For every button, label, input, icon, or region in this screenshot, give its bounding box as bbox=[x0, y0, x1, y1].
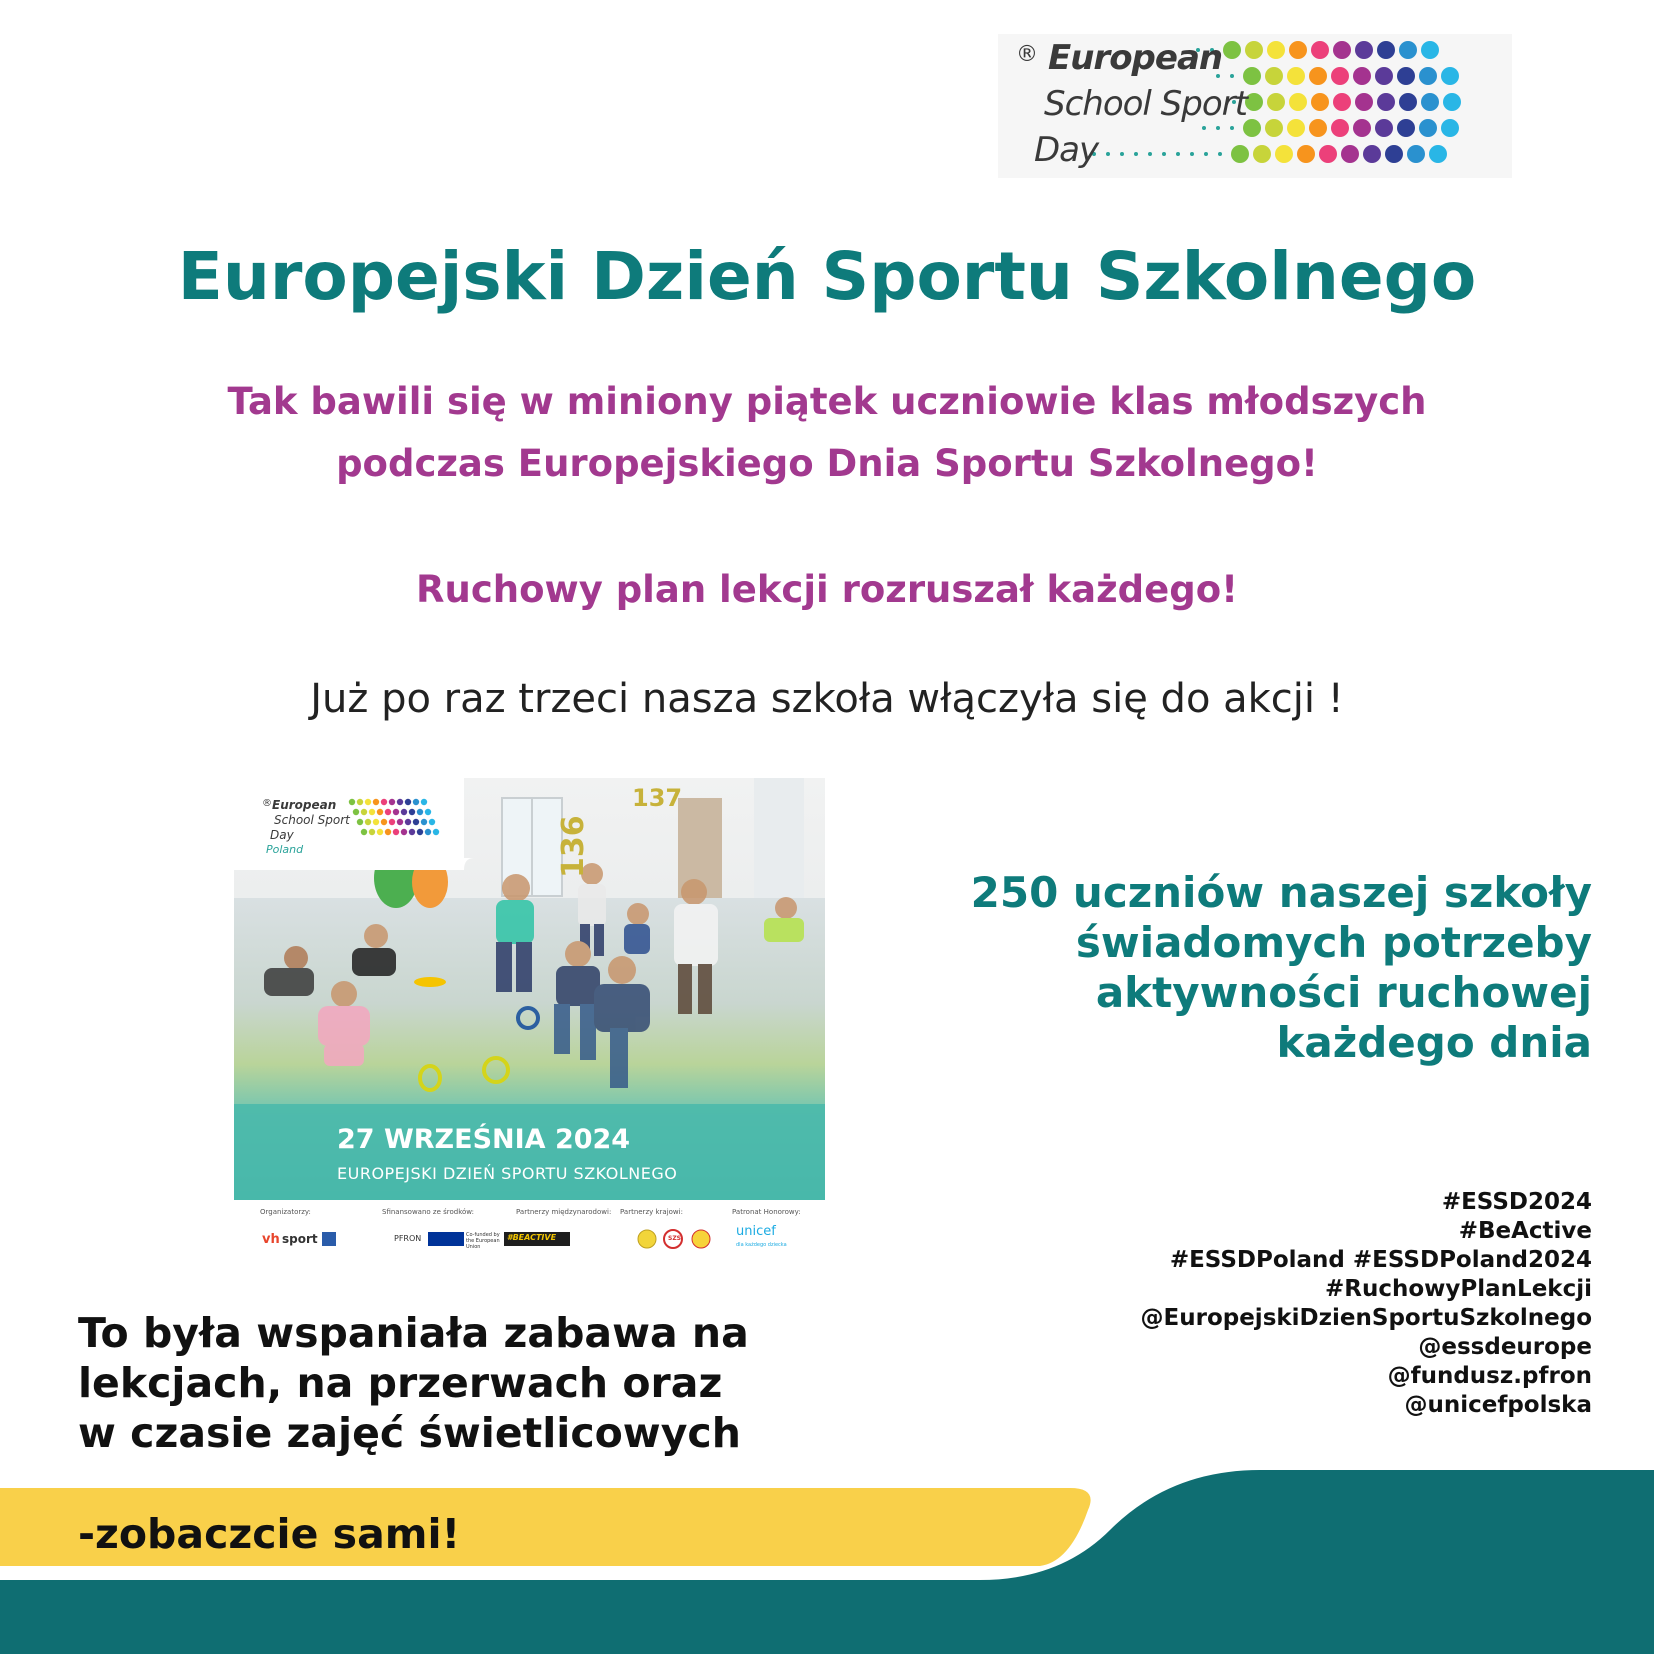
poster-beactive: #BEACTIVE bbox=[507, 1233, 557, 1242]
poster-logo-dot bbox=[365, 799, 371, 805]
poster-szs: SZS bbox=[668, 1235, 681, 1242]
poster-logo-dot bbox=[409, 809, 415, 815]
subtitle-motto: Ruchowy plan lekcji rozruszał każdego! bbox=[415, 568, 1239, 611]
logo-dot bbox=[1216, 126, 1220, 130]
logo-dot bbox=[1331, 119, 1349, 137]
bottom-waves bbox=[0, 1470, 1654, 1654]
poster-logo-dot bbox=[393, 809, 399, 815]
poster-logo-dot bbox=[377, 829, 383, 835]
logo-dot bbox=[1243, 67, 1261, 85]
logo-dot bbox=[1443, 93, 1461, 111]
poster-logo-dot bbox=[353, 809, 359, 815]
logo-dot bbox=[1441, 119, 1459, 137]
poster-organizers-label: Organizatorzy: bbox=[260, 1208, 311, 1216]
poster-eu: Co-funded by the European Union bbox=[466, 1232, 500, 1250]
footer-sport-logo: sport bbox=[282, 1232, 318, 1246]
subtitle-line-1: Tak bawili się w miniony piątek uczniowie klas młodszych bbox=[227, 380, 1427, 423]
logo-dot bbox=[1148, 152, 1152, 156]
registered-mark: ® bbox=[1016, 42, 1038, 67]
handle-item: @fundusz.pfron bbox=[1387, 1363, 1592, 1389]
poster-logo-dot bbox=[349, 799, 355, 805]
logo-dot bbox=[1331, 67, 1349, 85]
fun-line-3: w czasie zajęć świetlicowych bbox=[78, 1409, 741, 1457]
poster-funded-label: Sfinansowano ze środków: bbox=[382, 1208, 474, 1216]
logo-dot bbox=[1353, 119, 1371, 137]
poster-unicef-sub: dla każdego dziecka bbox=[736, 1242, 787, 1248]
logo-dot bbox=[1245, 41, 1263, 59]
logo-dot bbox=[1363, 145, 1381, 163]
stat-line-4: każdego dnia bbox=[1276, 1018, 1592, 1067]
poster-logo-dot bbox=[369, 809, 375, 815]
poster-logo-dot bbox=[361, 809, 367, 815]
poster-logo-dot bbox=[389, 819, 395, 825]
logo-dot bbox=[1287, 119, 1305, 137]
students-statistic bbox=[872, 868, 1592, 1068]
poster-logo-dot bbox=[381, 799, 387, 805]
poster-logo-dot bbox=[405, 819, 411, 825]
svg-text:vh: vh bbox=[262, 1232, 280, 1247]
poster-logo-dot bbox=[401, 829, 407, 835]
logo-dot bbox=[1176, 152, 1180, 156]
logo-dot bbox=[1333, 41, 1351, 59]
logo-dot bbox=[1399, 93, 1417, 111]
stat-line-2: świadomych potrzeby bbox=[1075, 918, 1592, 967]
logo-dot bbox=[1375, 119, 1393, 137]
event-poster bbox=[234, 778, 825, 1258]
logo-dot bbox=[1265, 67, 1283, 85]
poster-logo-day: Day bbox=[270, 828, 294, 842]
page-title: Europejski Dzień Sportu Szkolnego bbox=[177, 238, 1477, 315]
logo-dot bbox=[1253, 145, 1271, 163]
poster-logo-dot bbox=[413, 819, 419, 825]
poster-logo-dot bbox=[421, 819, 427, 825]
poster-logo-dot bbox=[429, 819, 435, 825]
logo-dot bbox=[1162, 152, 1166, 156]
poster-pfron: PFRON bbox=[394, 1234, 422, 1243]
handle-item: @unicefpolska bbox=[1404, 1392, 1592, 1418]
logo-dot bbox=[1275, 145, 1293, 163]
poster-intl-partners-label: Partnerzy międzynarodowi: bbox=[516, 1208, 612, 1216]
logo-dot bbox=[1231, 145, 1249, 163]
subtitle-line-2: podczas Europejskiego Dnia Sportu Szkolnego! bbox=[336, 442, 1318, 485]
logo-dot bbox=[1218, 152, 1222, 156]
logo-dot bbox=[1297, 145, 1315, 163]
subtitle-summary bbox=[80, 371, 1574, 495]
poster-logo-dot bbox=[393, 829, 399, 835]
logo-dot bbox=[1341, 145, 1359, 163]
intro-text: Już po raz trzeci nasza szkoła włączyła się do akcji ! bbox=[310, 676, 1344, 722]
logo-dot bbox=[1190, 152, 1194, 156]
logo-dot bbox=[1429, 145, 1447, 163]
logo-dot bbox=[1120, 152, 1124, 156]
logo-dot bbox=[1204, 152, 1208, 156]
see-for-yourself: -zobaczcie sami! bbox=[78, 1510, 461, 1558]
poster-logo-dot bbox=[433, 829, 439, 835]
logo-dot bbox=[1230, 126, 1234, 130]
poster-logo-dot bbox=[409, 829, 415, 835]
poster-logo-dot bbox=[385, 809, 391, 815]
logo-dot bbox=[1134, 152, 1138, 156]
poster-logo-dot bbox=[413, 799, 419, 805]
room-number-136: 136 bbox=[556, 815, 591, 878]
logo-dot bbox=[1265, 119, 1283, 137]
logo-dot bbox=[1202, 126, 1206, 130]
logo-word-school-sport: School Sport bbox=[1044, 84, 1247, 124]
logo-word-day: Day bbox=[1034, 130, 1099, 170]
logo-dot bbox=[1353, 67, 1371, 85]
logo-dot bbox=[1309, 67, 1327, 85]
logo-dot bbox=[1355, 93, 1373, 111]
poster-logo-dot bbox=[397, 819, 403, 825]
logo-dot bbox=[1267, 41, 1285, 59]
poster-logo-dot bbox=[421, 799, 427, 805]
logo-dot bbox=[1319, 145, 1337, 163]
handle-item: @essdeurope bbox=[1418, 1334, 1592, 1360]
poster-event-name: EUROPEJSKI DZIEŃ SPORTU SZKOLNEGO bbox=[337, 1164, 678, 1183]
poster-logo-dot bbox=[417, 829, 423, 835]
logo-dot bbox=[1289, 93, 1307, 111]
hashtag-list bbox=[972, 1188, 1592, 1420]
logo-dot bbox=[1333, 93, 1351, 111]
logo-dot bbox=[1399, 41, 1417, 59]
logo-dot bbox=[1311, 41, 1329, 59]
logo-dot bbox=[1397, 119, 1415, 137]
poster-logo-dot bbox=[405, 799, 411, 805]
poster-logo-dot bbox=[425, 829, 431, 835]
poster-logo-dot bbox=[417, 809, 423, 815]
logo-word-european: European bbox=[1048, 38, 1223, 78]
poster-logo-dot bbox=[373, 819, 379, 825]
poster-logo-dot bbox=[397, 799, 403, 805]
poster-logo-dot bbox=[369, 829, 375, 835]
logo-dot bbox=[1377, 93, 1395, 111]
logo-dot bbox=[1230, 74, 1234, 78]
poster-date: 27 WRZEŚNIA 2024 bbox=[337, 1124, 631, 1155]
logo-dot bbox=[1385, 145, 1403, 163]
logo-dot bbox=[1375, 67, 1393, 85]
fun-line-1: To była wspaniała zabawa na bbox=[78, 1309, 749, 1357]
poster-logo-dot bbox=[365, 819, 371, 825]
fun-line-2: lekcjach, na przerwach oraz bbox=[78, 1359, 723, 1407]
poster-logo-dot bbox=[357, 799, 363, 805]
poster-registered-mark: ® bbox=[262, 798, 272, 809]
logo-dot bbox=[1377, 41, 1395, 59]
logo-dot bbox=[1355, 41, 1373, 59]
logo-dot bbox=[1309, 119, 1327, 137]
logo-dot bbox=[1106, 152, 1110, 156]
poster-patron-label: Patronat Honorowy: bbox=[732, 1208, 801, 1216]
poster-national-partners-label: Partnerzy krajowi: bbox=[620, 1208, 683, 1216]
hashtag-item: #BeActive bbox=[1458, 1218, 1592, 1244]
logo-dot bbox=[1287, 67, 1305, 85]
stat-line-1: 250 uczniów naszej szkoły bbox=[970, 868, 1592, 917]
room-number-137: 137 bbox=[632, 784, 683, 812]
logo-dot bbox=[1407, 145, 1425, 163]
logo-dot bbox=[1421, 93, 1439, 111]
fun-description bbox=[78, 1308, 898, 1458]
logo-dot bbox=[1419, 119, 1437, 137]
poster-logo-dot bbox=[377, 809, 383, 815]
poster-logo-dot bbox=[389, 799, 395, 805]
handle-item: @EuropejskiDzienSportuSzkolnego bbox=[1140, 1305, 1592, 1331]
hashtag-item: #RuchowyPlanLekcji bbox=[1325, 1276, 1592, 1302]
poster-logo-dot bbox=[385, 829, 391, 835]
hashtag-item: #ESSDPoland #ESSDPoland2024 bbox=[1169, 1247, 1592, 1273]
poster-logo-dot bbox=[357, 819, 363, 825]
poster-logo-dot bbox=[373, 799, 379, 805]
essd-logo bbox=[998, 34, 1512, 178]
logo-dot bbox=[1223, 41, 1241, 59]
logo-dot bbox=[1441, 67, 1459, 85]
logo-dot bbox=[1289, 41, 1307, 59]
poster-logo-dot bbox=[425, 809, 431, 815]
logo-dot bbox=[1267, 93, 1285, 111]
hashtag-item: #ESSD2024 bbox=[1441, 1189, 1592, 1215]
logo-dot bbox=[1397, 67, 1415, 85]
poster-logo-dot bbox=[361, 829, 367, 835]
poster-unicef: unicef bbox=[736, 1224, 776, 1239]
poster-logo-country: Poland bbox=[266, 843, 304, 856]
logo-dot bbox=[1311, 93, 1329, 111]
poster-logo-dot bbox=[401, 809, 407, 815]
poster-logo-school-sport: School Sport bbox=[274, 813, 350, 827]
poster-logo-european: European bbox=[272, 798, 337, 812]
logo-dot bbox=[1421, 41, 1439, 59]
poster-logo-dot bbox=[381, 819, 387, 825]
logo-dot bbox=[1419, 67, 1437, 85]
stat-line-3: aktywności ruchowej bbox=[1095, 968, 1592, 1017]
logo-dot bbox=[1245, 93, 1263, 111]
